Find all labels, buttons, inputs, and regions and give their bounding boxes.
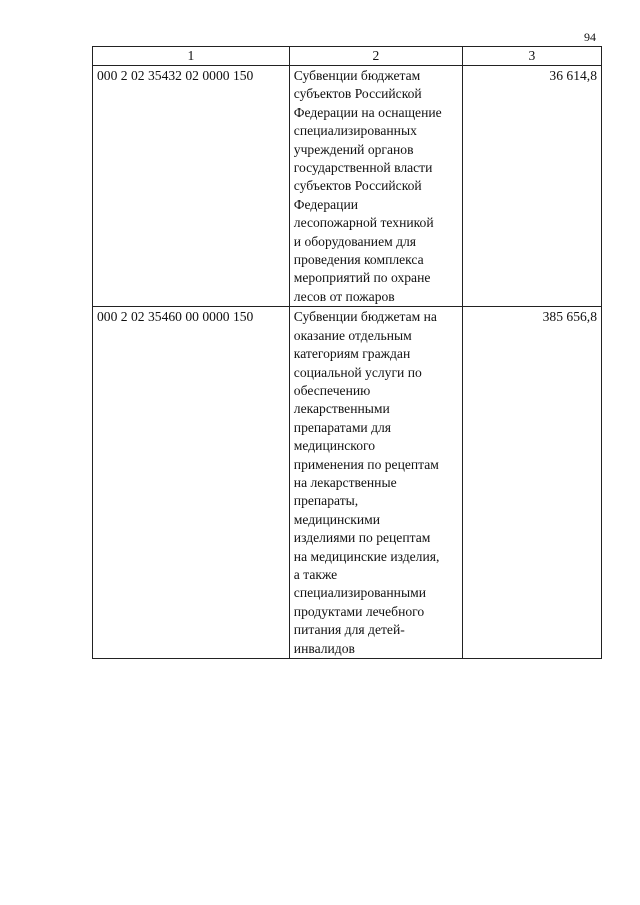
budget-code-cell: 000 2 02 35460 00 0000 150 [93,307,290,659]
column-header-code: 1 [93,47,290,66]
income-name-line: изделиями по рецептам [293,530,431,546]
table-row [93,66,602,307]
income-name-line: питания для детей- [293,622,405,638]
income-name-line: обеспечению [293,382,371,398]
income-name-line: инвалидов [293,640,355,656]
income-name-line: социальной услуги по [293,364,422,380]
income-name-line: мероприятий по охране [293,270,431,286]
income-name-line: специализированных [293,123,417,139]
income-name-line: проведения комплекса [293,252,424,268]
income-name-line: и оборудованием для [293,233,417,249]
income-name-line: а также [293,566,338,582]
income-name-line: медицинскими [293,511,381,527]
income-name-line: Субвенции бюджетам [293,68,421,83]
income-name-line: Субвенции бюджетам на [293,309,437,325]
income-name-line: оказание отдельным [293,327,412,343]
income-name-line: Федерации [293,196,358,212]
income-name-line: государственной власти [293,160,433,176]
income-name-cell [289,66,462,307]
income-name-line: категориям граждан [293,346,411,362]
income-name-cell [289,307,462,659]
amount-cell: 36 614,8 [462,66,601,307]
income-name-line: специализированными [293,585,426,601]
budget-code-cell: 000 2 02 35432 02 0000 150 [93,66,290,307]
amount-cell: 385 656,8 [462,307,601,659]
column-header-name: 2 [289,47,462,66]
income-name-line: на медицинские изделия, [293,548,440,564]
income-name-line: субъектов Российской [293,86,422,102]
income-name-line: медицинского [293,438,376,454]
column-header-amount: 3 [462,47,601,66]
income-name-line: учреждений органов [293,141,414,157]
table-body [93,66,602,659]
income-name-line: лесопожарной техникой [293,215,434,231]
income-name-line: Федерации на оснащение [293,104,442,120]
income-name-line: на лекарственные [293,474,397,490]
income-name-line: субъектов Российской [293,178,422,194]
income-name-line: применения по рецептам [293,456,439,472]
page-number: 94 [584,30,596,44]
budget-table [92,46,602,659]
income-name-line: лекарственными [293,401,390,417]
income-name-line: препараты, [293,493,359,509]
income-name-line: продуктами лечебного [293,603,425,619]
income-name-line: лесов от пожаров [293,288,395,304]
table-header-row [93,47,602,66]
table-row [93,307,602,659]
income-name-line: препаратами для [293,419,392,435]
